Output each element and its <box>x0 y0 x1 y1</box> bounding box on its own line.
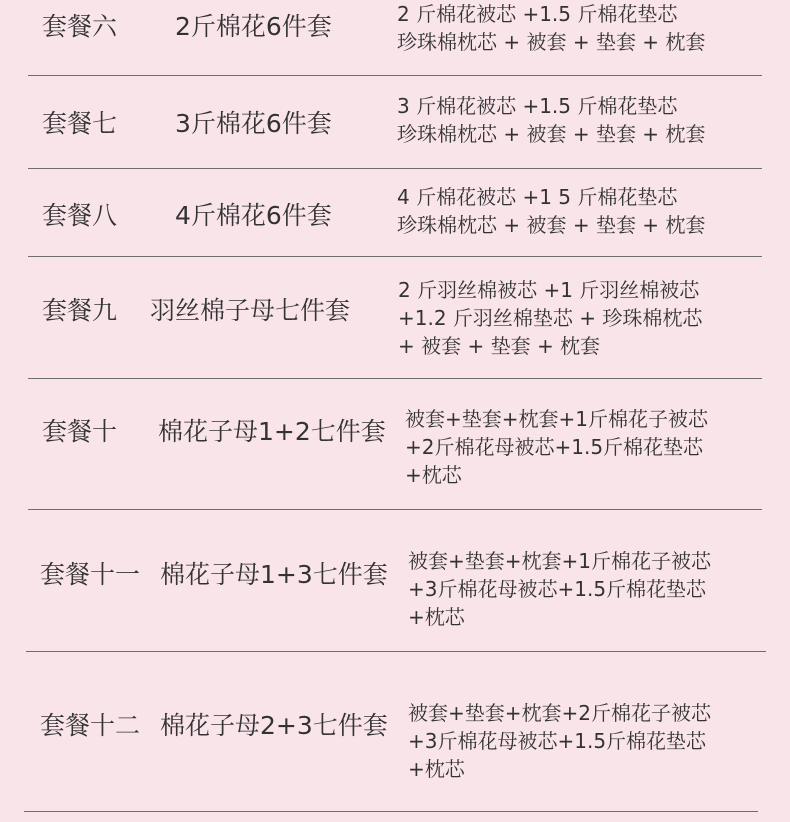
package-title: 2斤棉花6件套 <box>175 12 332 41</box>
detail-line: +枕芯 <box>405 463 462 487</box>
package-name: 套餐十 <box>42 417 118 446</box>
detail-line: 被套+垫套+枕套+1斤棉花子被芯 <box>405 407 708 431</box>
detail-line: +2斤棉花母被芯+1.5斤棉花垫芯 <box>405 435 704 459</box>
package-title: 棉花子母1+2七件套 <box>158 417 386 446</box>
detail-line: 珍珠棉枕芯 + 被套 + 垫套 + 枕套 <box>397 213 706 237</box>
package-name: 套餐十一 <box>40 560 141 589</box>
package-name: 套餐七 <box>42 109 118 138</box>
detail-line: +1.2 斤羽丝棉垫芯 + 珍珠棉枕芯 <box>398 306 703 330</box>
detail-line: 2 斤棉花被芯 +1.5 斤棉花垫芯 <box>397 2 678 26</box>
detail-line: 2 斤羽丝棉被芯 +1 斤羽丝棉被芯 <box>398 278 700 302</box>
row-divider <box>28 256 762 257</box>
package-name: 套餐九 <box>42 296 118 325</box>
package-detail <box>405 405 708 489</box>
package-name: 套餐十二 <box>40 711 141 740</box>
package-name: 套餐八 <box>42 201 118 230</box>
detail-line: + 被套 + 垫套 + 枕套 <box>398 334 601 358</box>
row-divider <box>28 75 762 76</box>
detail-line: +枕芯 <box>408 757 465 781</box>
detail-line: 珍珠棉枕芯 + 被套 + 垫套 + 枕套 <box>397 30 706 54</box>
detail-line: 被套+垫套+枕套+2斤棉花子被芯 <box>408 701 711 725</box>
detail-line: +3斤棉花母被芯+1.5斤棉花垫芯 <box>408 577 707 601</box>
package-detail <box>398 276 702 360</box>
row-divider <box>28 378 762 379</box>
package-title: 棉花子母1+3七件套 <box>160 560 388 589</box>
package-detail <box>397 92 705 148</box>
row-divider <box>28 168 762 169</box>
package-name: 套餐六 <box>42 12 118 41</box>
package-detail <box>408 699 711 783</box>
detail-line: +3斤棉花母被芯+1.5斤棉花垫芯 <box>408 729 707 753</box>
package-title: 棉花子母2+3七件套 <box>160 711 388 740</box>
row-divider <box>26 651 766 652</box>
row-divider <box>28 509 762 510</box>
detail-line: +枕芯 <box>408 605 465 629</box>
row-divider <box>24 811 758 812</box>
package-detail <box>397 183 705 239</box>
detail-line: 被套+垫套+枕套+1斤棉花子被芯 <box>408 549 711 573</box>
package-detail <box>397 0 705 56</box>
package-detail <box>408 547 711 631</box>
detail-line: 4 斤棉花被芯 +1 5 斤棉花垫芯 <box>397 185 678 209</box>
package-title: 4斤棉花6件套 <box>175 201 332 230</box>
detail-line: 3 斤棉花被芯 +1.5 斤棉花垫芯 <box>397 94 678 118</box>
detail-line: 珍珠棉枕芯 + 被套 + 垫套 + 枕套 <box>397 122 706 146</box>
package-title: 羽丝棉子母七件套 <box>150 296 351 325</box>
package-title: 3斤棉花6件套 <box>175 109 332 138</box>
